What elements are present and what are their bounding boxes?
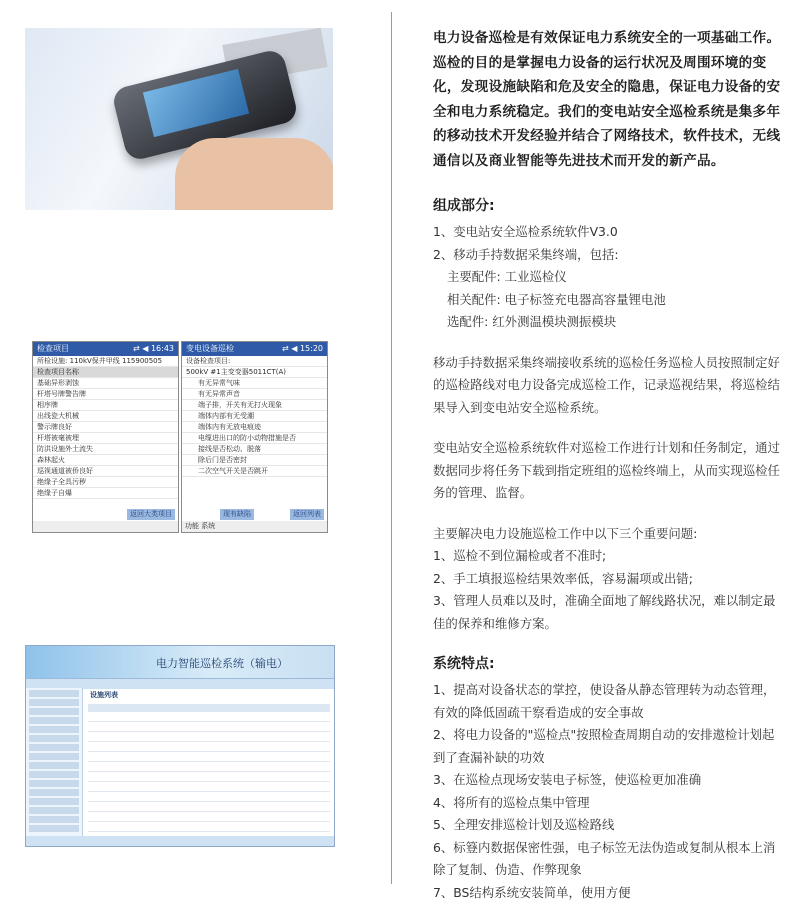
web-footer (26, 836, 334, 846)
intro-paragraph: 电力设备巡检是有效保证电力系统安全的一项基础工作。巡检的目的是掌握电力设备的运行状况及周围环境的变化，发现设施缺陷和危及安全的隐患，保证电力设备的安全和电力系统稳定。我们的变电站安全巡检系统是集多年的移动技术开发经验并结合了网络技术，软件技术，无线通信以及商业智能等先进技术而开发的新产品。 (433, 30, 781, 169)
web-system-screenshot (25, 645, 335, 847)
problem-item: 1、巡检不到位漏检或者不准时; (433, 548, 607, 563)
problems-intro: 主要解决电力设施巡检工作中以下三个重要问题: (433, 525, 698, 541)
feature-item: 4、将所有的巡检点集中管理 (433, 794, 590, 810)
pda-footer: 功能 系统 (182, 521, 327, 532)
hand (175, 138, 333, 210)
list-item[interactable]: 绝缘子自爆 (33, 488, 178, 499)
list-item[interactable]: 绝缘子全具污秽 (33, 477, 178, 488)
pda-device-label: 所检设施: 110kV保井甲线 115900505 (33, 356, 178, 367)
tree-item[interactable]: 有无异常声音 (182, 389, 327, 400)
list-item[interactable]: 警示牌良好 (33, 422, 178, 433)
feature-item: 7、BS结构系统安装简单，使用方便 (433, 884, 631, 900)
right-column (433, 26, 785, 904)
web-system-title: 电力智能巡检系统（输电） (156, 657, 288, 670)
pda-titlebar (33, 342, 178, 356)
list-item[interactable]: 基础异形剥蚀 (33, 378, 178, 389)
web-main (84, 688, 334, 836)
tree-item[interactable]: 端体内有无放电痕迹 (182, 422, 327, 433)
web-banner (26, 646, 334, 678)
terminal-paragraph: 移动手持数据采集终端接收系统的巡检任务巡检人员按照制定好的巡检路线对电力设备完成巡检工作，记录巡视结果，将巡检结果导入到变电站安全巡检系统。 (433, 354, 780, 415)
feature-item: 3、在巡检点现场安装电子标签，使巡检更加准确 (433, 772, 702, 787)
left-column (0, 0, 390, 908)
component-item: 2、移动手持数据采集终端，包括: (433, 246, 619, 262)
list-item[interactable]: 巡视通道被侨良好 (33, 466, 178, 477)
tree-item[interactable]: 端子排，开关有无打火现象 (182, 400, 327, 411)
column-divider (391, 12, 392, 884)
tree-item[interactable]: 电缆进出口的防小动物措施是否 (182, 433, 327, 444)
component-item: 选配件: 红外测温模块测振模块 (447, 314, 617, 329)
features-heading: 系统特点: (433, 656, 495, 672)
tree-item[interactable]: 有无异常气味 (182, 378, 327, 389)
pda-table-header: 检查项目名称 (33, 367, 178, 378)
tree-item[interactable]: 接线是否松动、脱落 (182, 444, 327, 455)
handheld-device-photo (25, 28, 333, 210)
list-item[interactable]: 相序牌 (33, 400, 178, 411)
feature-item: 2、将电力设备的"巡检点"按照检查周期自动的安排遨检计划起到了查漏补缺的功效 (433, 727, 775, 765)
feature-item: 6、标簦内数据保密性强，电子标笠无法伪造或复制从根本上消除了复制、伪造、作弊现象 (433, 839, 776, 877)
pda-section-label: 设备检查项目: (182, 356, 327, 367)
pda-titlebar (182, 342, 327, 356)
pda-status: ⇄ ◀ 15:20 (282, 344, 323, 353)
pda-title: 检查项目 (37, 344, 69, 353)
component-item: 主要配件: 工业巡检仪 (447, 269, 567, 284)
problem-item: 2、手工填报巡检结果效率低，容易漏项或出错; (433, 570, 693, 586)
tree-root[interactable]: 500kV #1主变变器5011CT(A) (182, 367, 327, 378)
tree-item[interactable]: 除后门是否密封 (182, 455, 327, 466)
pda-screenshot-substation-check (181, 341, 328, 533)
feature-item: 5、全理安排巡检计划及巡检路线 (433, 817, 615, 832)
list-item[interactable]: 出线瓷大机械 (33, 411, 178, 422)
tree-item[interactable]: 端体内部有无受潮 (182, 411, 327, 422)
pda-title: 变电设备巡检 (186, 344, 234, 353)
tree-item[interactable]: 二次空气开关是否跳开 (182, 466, 327, 477)
web-sidebar (26, 688, 83, 836)
list-item[interactable]: 森林起火 (33, 455, 178, 466)
pda-status: ⇄ ◀ 16:43 (133, 344, 174, 353)
web-list-title: 设施列表 (90, 691, 118, 699)
back-to-category-button[interactable]: 返回大类项目 (127, 509, 175, 520)
feature-item: 1、提高对设备状态的掌控，使设备从静态管理转为动态管理，有效的降低固疏干察看造成的安全事故 (433, 682, 776, 720)
components-heading: 组成部分: (433, 198, 495, 214)
pda-screenshot-check-items (32, 341, 179, 533)
pda-footer (33, 521, 178, 532)
component-item: 1、变电站安全巡检系统软件V3.0 (433, 224, 618, 239)
list-item[interactable]: 杆塔号牌警告牌 (33, 389, 178, 400)
list-item[interactable]: 杆塔被毫被埋 (33, 433, 178, 444)
back-to-list-button[interactable]: 返回列表 (290, 509, 324, 520)
software-paragraph: 变电站安全巡检系统软件对巡检工作进行计划和任务制定，通过数据同步将任务下载到指定班组的巡检终端上，从而实现巡检任务的管理、监督。 (433, 440, 780, 500)
existing-defects-button[interactable]: 现有缺陷 (220, 509, 254, 520)
problem-item: 3、管理人员难以及时，准确全面地了解线路状况，难以制定最佳的保养和维修方案。 (433, 593, 776, 631)
component-item: 相关配件: 电子标签充电器高容量锂电池 (447, 291, 666, 307)
list-item[interactable]: 防洪设施外土流失 (33, 444, 178, 455)
